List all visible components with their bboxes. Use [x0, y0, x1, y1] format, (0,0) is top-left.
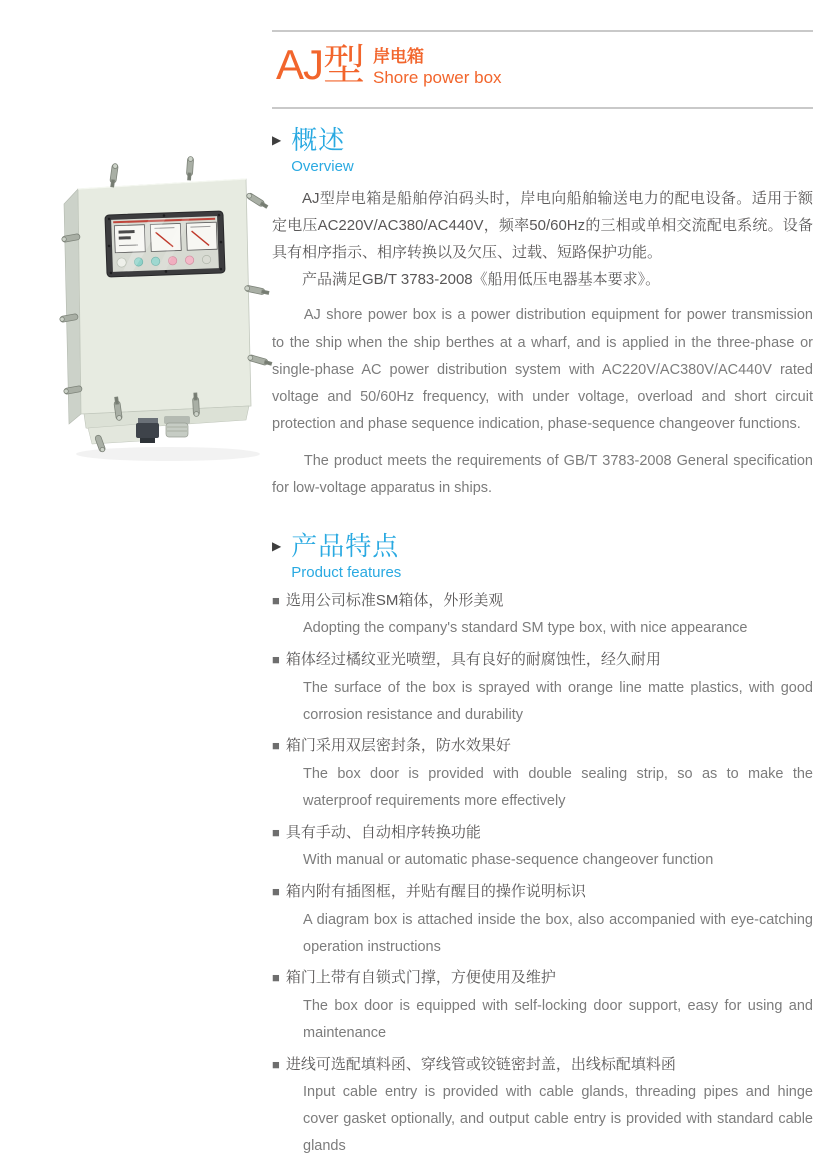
indicator-lamp-green-2 [151, 257, 160, 266]
feature-bullet-icon: ■ [272, 970, 280, 986]
feature-text-en: The surface of the box is sprayed with orange line matte plastics, with good corrosion resistance and durability [303, 679, 813, 723]
features-heading [272, 532, 813, 582]
feature-text-en: Adopting the company's standard SM type box, with nice appearance [303, 620, 748, 637]
product-subtitle [373, 44, 502, 88]
feature-bullet-icon: ■ [272, 884, 280, 900]
feature-text-en: The box door is equipped with self-locking door support, easy for using and maintenance [303, 998, 813, 1041]
feature-text-en: Input cable entry is provided with cable glands, threading pipes and hinge cover gasket optionally, and output cable entry is provided with standard cable glands [303, 1084, 813, 1155]
overview-heading [272, 126, 813, 176]
feature-text-cn: 进线可选配填料函、穿线管或铰链密封盖，出线标配填料函 [285, 1055, 676, 1073]
feature-text-en: A diagram box is attached inside the box, also accompanied with eye-catching operation instructions [303, 911, 813, 955]
cable-gland-light [164, 416, 190, 437]
indicator-lamp-white [117, 258, 127, 268]
product-photo [48, 156, 298, 476]
feature-bullet-icon: ■ [272, 738, 280, 754]
feature-bullet-icon: ■ [272, 652, 280, 668]
content-column [272, 126, 813, 1164]
overview-paragraph-cn-2: 产品满足GB/T 3783-2008《船用低压电器基本要求》。 [302, 271, 661, 289]
feature-item [272, 588, 813, 643]
feature-bullet-icon: ■ [272, 824, 280, 840]
features-title-en: Product features [291, 564, 402, 582]
features-title-cn: 产品特点 [291, 531, 400, 562]
overview-title-cn: 概述 [291, 125, 346, 155]
indicator-lamp-gray [202, 255, 211, 264]
product-subtitle-en: Shore power box [373, 67, 502, 87]
top-divider [272, 30, 813, 32]
feature-item [272, 733, 813, 814]
meter-window [105, 211, 225, 277]
feature-item [272, 879, 813, 960]
indicator-lamp-pink-2 [185, 256, 194, 265]
feature-text-cn: 具有手动、自动相序转换功能 [285, 823, 481, 841]
feature-text-cn: 箱体经过橘纹亚光喷塑，具有良好的耐腐蚀性，经久耐用 [285, 651, 661, 669]
section-marker-icon: ▶ [272, 133, 282, 147]
overview-paragraph-en-2: The product meets the requirements of GB/T 3783-2008 General specification for low-voltage apparatus in ships. [272, 452, 813, 496]
feature-text-cn: 箱门采用双层密封条，防水效果好 [285, 737, 511, 755]
feature-text-en: With manual or automatic phase-sequence changeover function [303, 852, 714, 869]
section-marker-icon: ▶ [272, 539, 282, 554]
feature-text-cn: 选用公司标准SM箱体，外形美观 [285, 591, 504, 609]
overview-title-en: Overview [291, 157, 354, 175]
feature-text-en: The box door is provided with double sealing strip, so as to make the waterproof requirements more effectively [303, 766, 813, 809]
overview-section [272, 126, 813, 502]
product-title-block [276, 41, 502, 88]
feature-item [272, 1052, 813, 1160]
feature-item [272, 965, 813, 1046]
feature-item [272, 820, 813, 875]
feature-item [272, 647, 813, 728]
feature-text-cn: 箱门上带有自锁式门撑，方便使用及维护 [285, 969, 556, 987]
overview-paragraph-en-1: AJ shore power box is a power distribution equipment for power transmission to the ship when the ship berthes at a wharf, and is applied in the three-phase or single-phase AC power distribution system with AC220V/AC380V/AC440V rated voltage and 50/60Hz frequency, with under voltage, overload and short circuit protection and phase sequence indication, phase-sequence changeover functions. [272, 307, 813, 433]
features-section [272, 532, 813, 1160]
overview-paragraph-cn-1: AJ型岸电箱是船舶停泊码头时，岸电向船舶输送电力的配电设备。适用于额定电压AC220V/AC380/AC440V，频率50/60Hz的三相或单相交流配电系统。设备具有相序指示、相序转换以及欠压、过载、短路保护功能。 [272, 190, 813, 262]
product-subtitle-cn: 岸电箱 [373, 47, 425, 66]
header-divider [272, 107, 813, 109]
feature-bullet-icon: ■ [272, 592, 280, 608]
feature-text-cn: 箱内附有插图框，并贴有醒目的操作说明标识 [285, 883, 586, 901]
shore-power-box-illustration [48, 156, 298, 476]
feature-bullet-icon: ■ [272, 1056, 280, 1072]
product-model: AJ型 [276, 41, 365, 88]
